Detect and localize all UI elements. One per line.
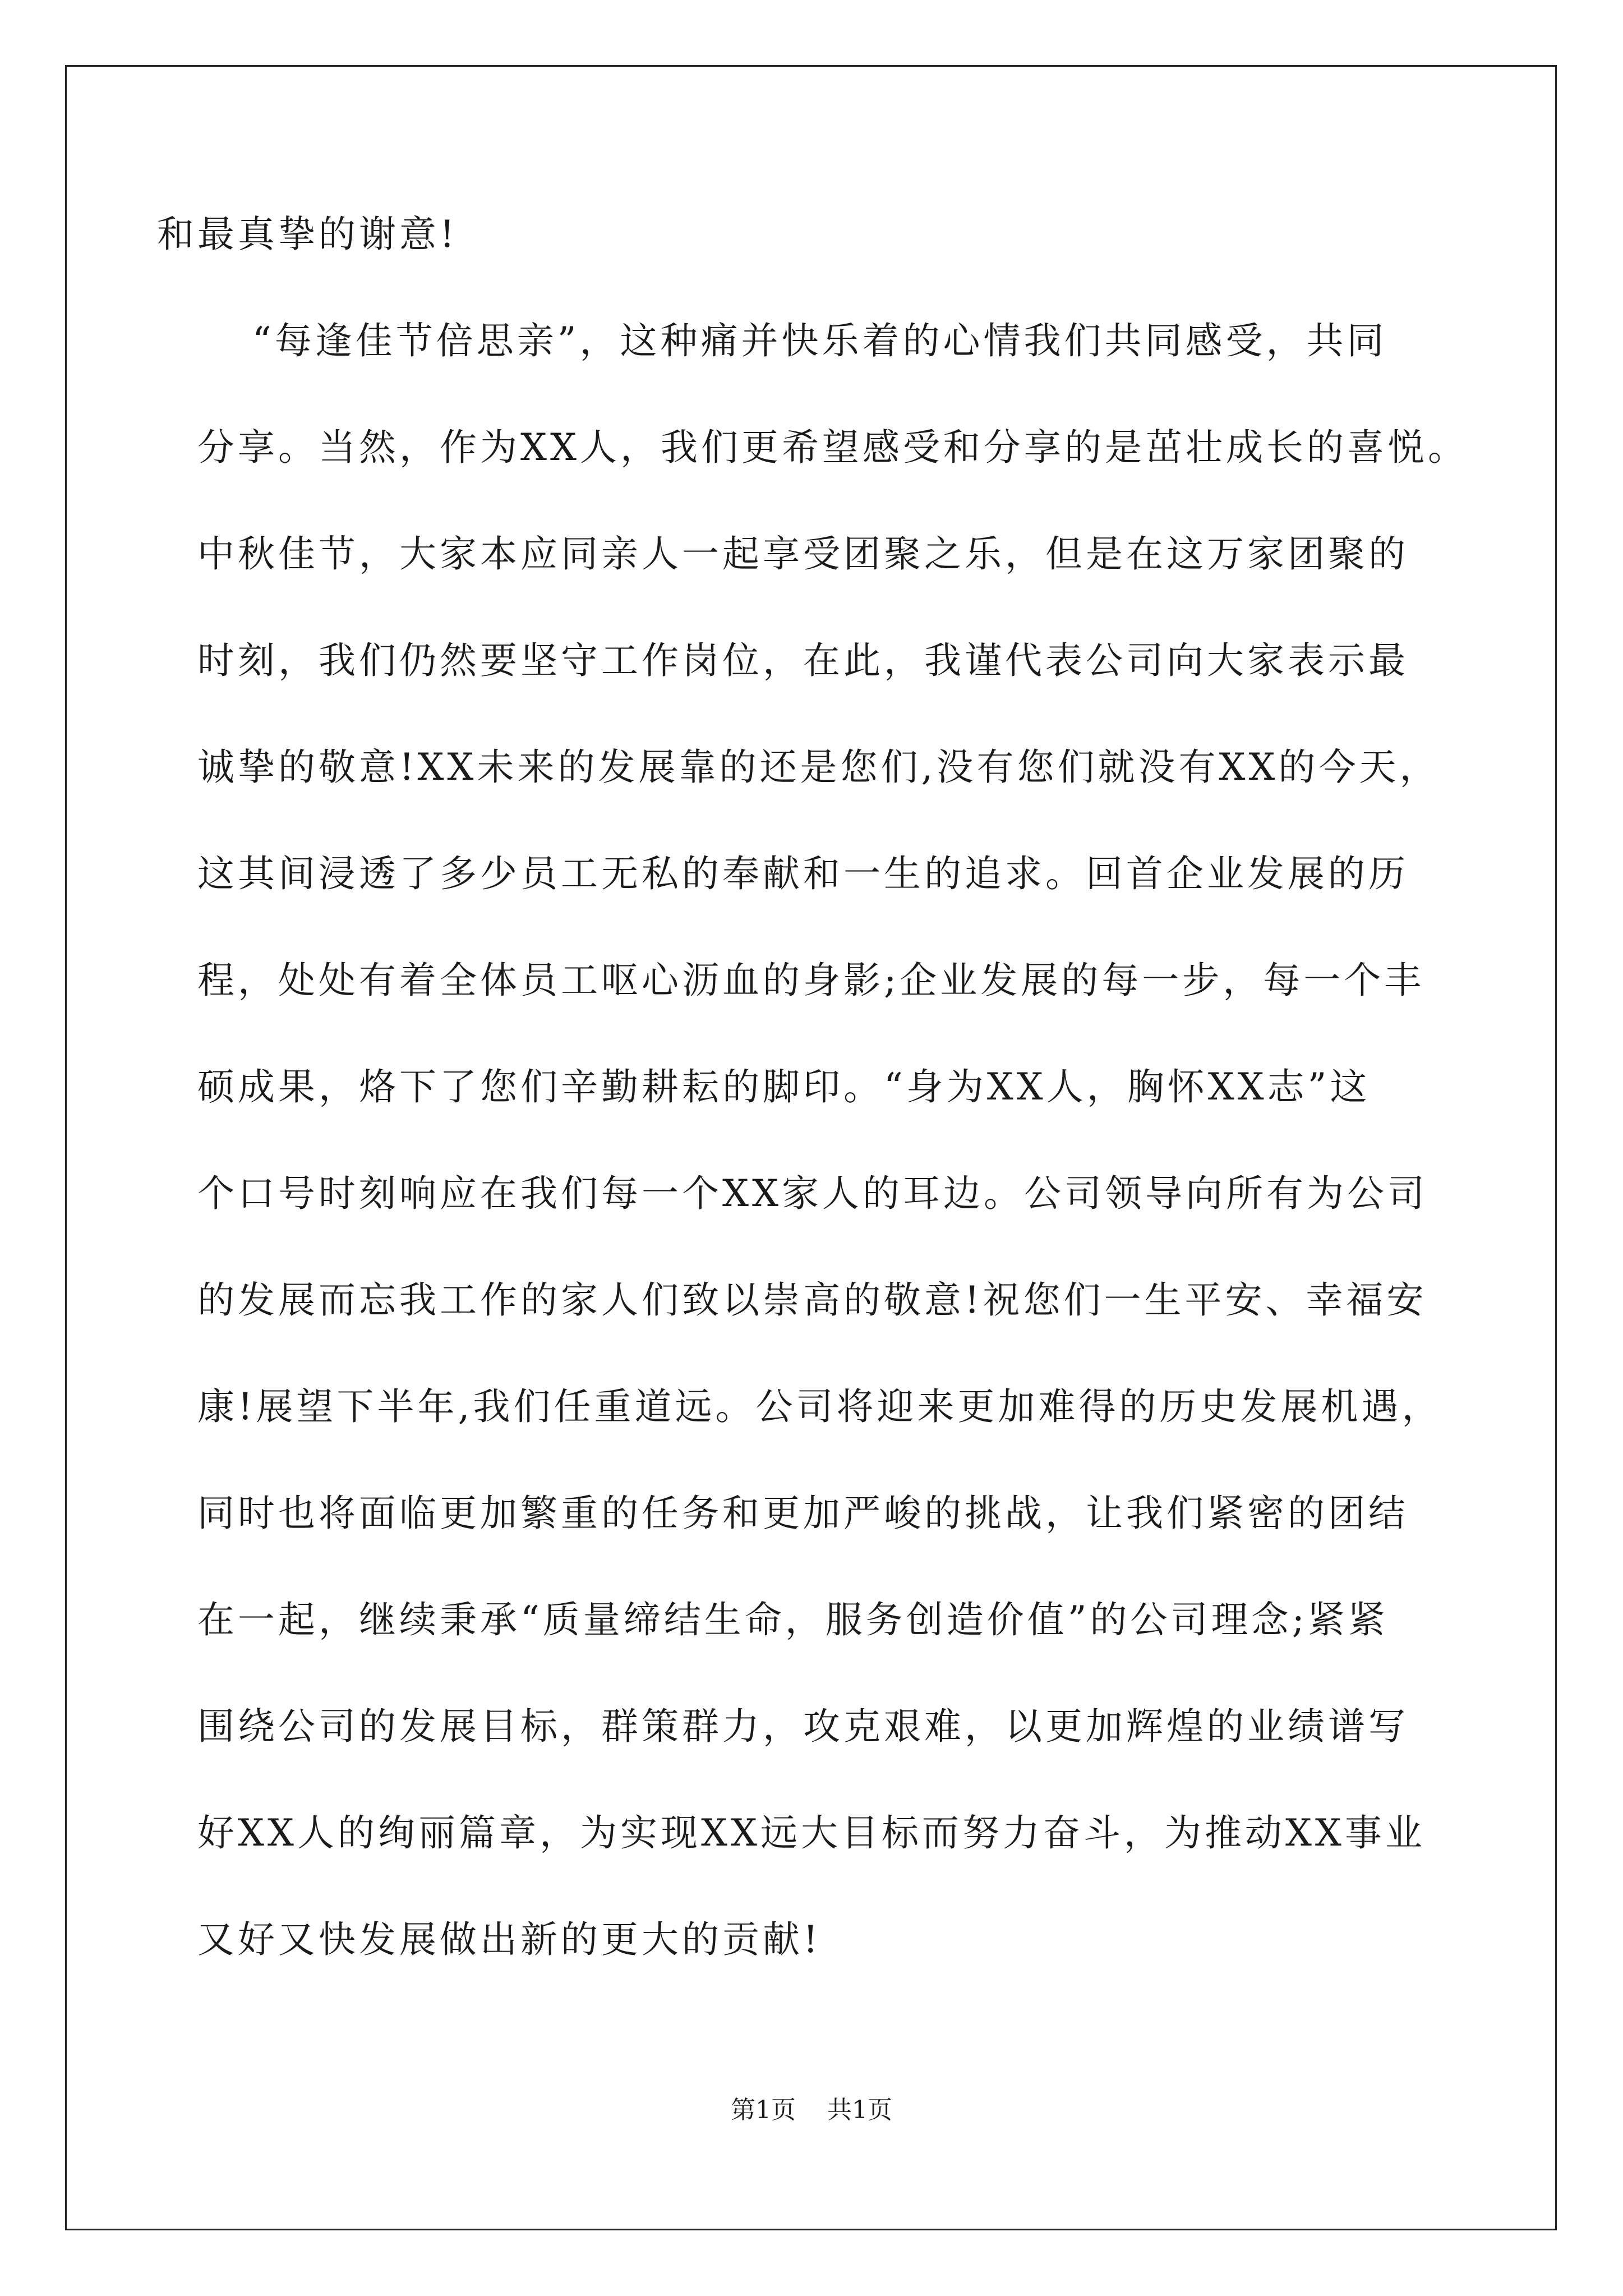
paragraph-line-10: 个口号时刻响应在我们每一个XX家人的耳边。公司领导向所有为公司 — [197, 1172, 1428, 1215]
paragraph-line-17: 又好又快发展做出新的更大的贡献! — [197, 1918, 822, 1961]
paragraph-line-13: 同时也将面临更加繁重的任务和更加严峻的挑战，让我们紧密的团结 — [197, 1492, 1409, 1535]
paragraph-line-11: 的发展而忘我工作的家人们致以崇高的敬意!祝您们一生平安、幸福安 — [197, 1278, 1427, 1322]
page-number-current: 第1页 — [731, 2096, 796, 2124]
paragraph-line-14: 在一起，继续秉承“质量缔结生命，服务创造价值”的公司理念;紧紧 — [197, 1598, 1389, 1641]
paragraph-line-2: “每逢佳节倍思亲”，这种痛并快乐着的心情我们共同感受，共同 — [252, 319, 1387, 362]
page-footer — [0, 2095, 1623, 2126]
paragraph-line-9: 硕成果，烙下了您们辛勤耕耘的脚印。“身为XX人，胸怀XX志”这 — [197, 1065, 1371, 1108]
paragraph-line-5: 时刻，我们仍然要坚守工作岗位，在此，我谨代表公司向大家表示最 — [197, 639, 1409, 682]
paragraph-line-8: 程，处处有着全体员工呕心沥血的身影;企业发展的每一步，每一个丰 — [197, 959, 1425, 1002]
paragraph-line-7: 这其间浸透了多少员工无私的奉献和一生的追求。回首企业发展的历 — [197, 852, 1409, 895]
paragraph-line-15: 围绕公司的发展目标，群策群力，攻克艰难，以更加辉煌的业绩谱写 — [197, 1705, 1409, 1748]
paragraph-line-16: 好XX人的绚丽篇章，为实现XX远大目标而努力奋斗，为推动XX事业 — [197, 1811, 1426, 1855]
paragraph-line-1: 和最真挚的谢意! — [157, 213, 458, 256]
paragraph-line-12: 康!展望下半年,我们任重道远。公司将迎来更加难得的历史发展机遇， — [197, 1385, 1442, 1428]
page-number-total: 共1页 — [827, 2096, 892, 2124]
page-border — [65, 65, 1557, 2230]
paragraph-line-6: 诚挚的敬意!XX未来的发展靠的还是您们,没有您们就没有XX的今天， — [197, 746, 1440, 789]
paragraph-line-3: 分享。当然，作为XX人，我们更希望感受和分享的是茁壮成长的喜悦。 — [197, 426, 1468, 469]
paragraph-line-4: 中秋佳节，大家本应同亲人一起享受团聚之乐，但是在这万家团聚的 — [197, 532, 1409, 576]
